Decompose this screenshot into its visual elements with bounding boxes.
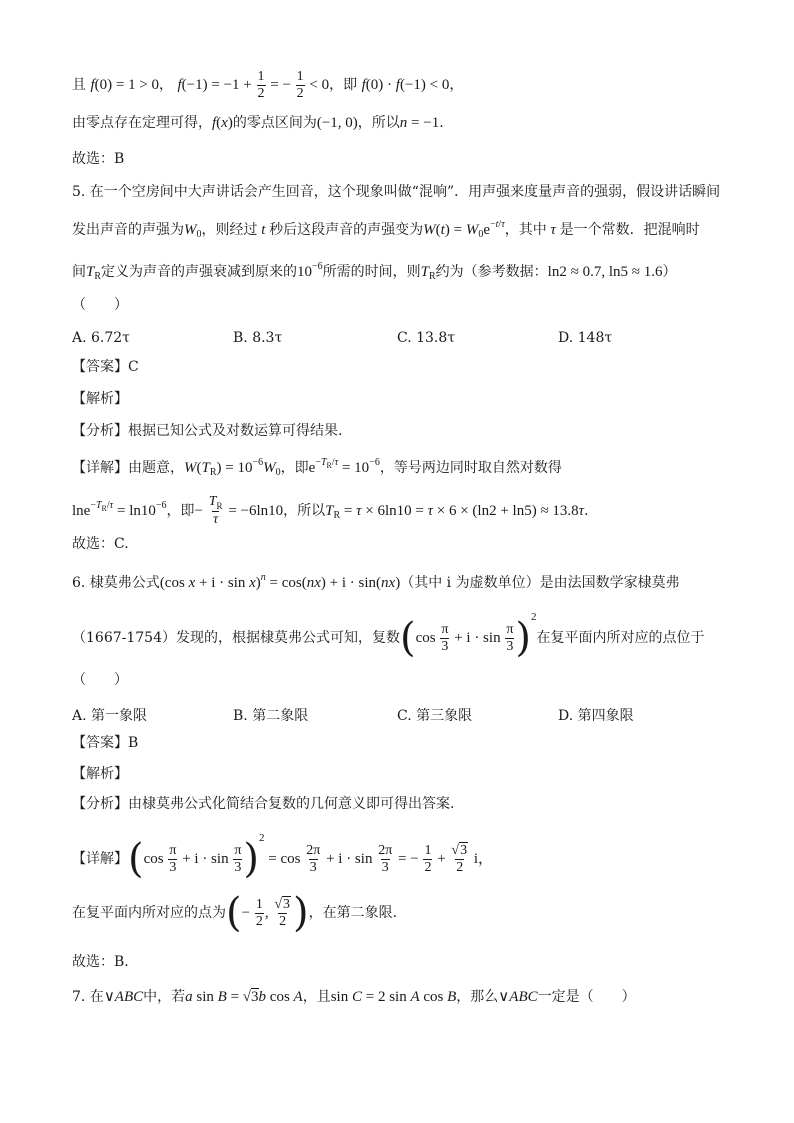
q7-line: 7. 在∨ABC中，若a sin B = √3b cos A，且sin C = 2 sin A cos B，那么∨ABC一定是（ ） [72, 989, 636, 1005]
q6-analysis: 【分析】由棣莫弗公式化简结合复数的几何意义即可得出答案. [72, 796, 455, 812]
reference-data: ln2 ≈ 0.7, ln5 ≈ 1.6 [547, 264, 663, 280]
q5-analysis: 【分析】根据已知公式及对数运算可得结果. [72, 423, 343, 439]
formula-f0: f(0) = 1 > 0 [90, 77, 160, 94]
q5-option-a: A. 6.72τ [72, 330, 130, 346]
q6-option-b: B. 第二象限 [233, 708, 309, 724]
q5-analysis-head: 【解析】 [72, 391, 128, 407]
q5-paren: （ ） [72, 297, 128, 313]
q6-line2: （1667-1754）发现的，根据棣莫弗公式可知，复数(cos $\frac{\pi}{3}$ + i · sin $\frac{\pi}{3}$ )$^2$在复平面内所对应的点位于 [72, 611, 705, 661]
q5-choose: 故选：C. [72, 536, 129, 552]
q6-paren: （ ） [72, 672, 128, 688]
q5-option-b: B. 8.3τ [233, 330, 283, 346]
q6-option-a: A. 第一象限 [72, 708, 148, 724]
q6-option-c: C. 第三象限 [397, 708, 473, 724]
q5-detail: 【详解】由题意，$W(T_R) = 10^{-6}W_0$，即$e^{-T_R/\tau} = 10^{-6}$，等号两边同时取自然对数得 [72, 457, 562, 478]
choose-line: 故选：B [72, 151, 125, 167]
q6-choose: 故选：B. [72, 954, 129, 970]
line-f-values: 且 f(0) = 1 > 0， f(−1) = −1 + $\frac{1}{2}$ = − $\frac{1}{2}$ < 0，即 f(0) · f(−1) < 0， [72, 69, 464, 101]
q5-answer: 【答案】C [72, 359, 139, 375]
q6-line1: 6. 棣莫弗公式(cos x + i · sin x)$^n$ = cos(nx) + i · sin(nx)（其中 i 为虚数单位）是由法国数学家棣莫弗 [72, 572, 680, 591]
formula-wt: $W(t) = W_0e^{-t/\tau}$ [423, 219, 505, 240]
formula-f-minus1: f(−1) = −1 + $\frac{1}{2}$ = − $\frac{1}{2}$ < 0 [177, 69, 330, 101]
q6-detail: 【详解】(cos $\frac{\pi}{3}$ + i · sin $\frac{\pi}{3}$ )$^2$ = cos $\frac{2\pi}{3}$ + i · sin $\frac{2\pi}{3}$ = − $\frac{1}{2}$ + $\frac{√3}{2}$ i， [72, 832, 494, 882]
q5-option-c: C. 13.8τ [397, 330, 456, 346]
line-zero-interval: 由零点存在定理可得，f(x)的零点区间为(−1, 0)，所以n = −1. [72, 115, 444, 131]
q5-line3: 间$T_R$定义为声音的声强衰减到原来的$10^{-6}$所需的时间，则$T_R$约为（参考数据：ln2 ≈ 0.7, ln5 ≈ 1.6） [72, 261, 677, 282]
q5-line1: 5. 在一个空房间中大声讲话会产生回音，这个现象叫做“混响”．用声强来度量声音的强弱，假设讲话瞬间 [72, 184, 721, 200]
q5-line2: 发出声音的声强为$W_0$，则经过 t 秒后这段声音的声强变为$W(t) = W_0e^{-t/\tau}$，其中 τ 是一个常数．把混响时 [72, 219, 700, 240]
q6-option-d: D. 第四象限 [558, 708, 634, 724]
q5-calc: $\ln e^{-T_R/\tau} = \ln 10^{-6}$，即− $\frac{T_R}{\tau}$ = −6ln10，所以$T_R = \tau \times 6\ln 10 = \tau \times 6 \times (\ln 2 + \ln 5) \approx 13.8\tau$. [72, 494, 589, 528]
q6-analysis-head: 【解析】 [72, 766, 128, 782]
q5-option-d: D. 148τ [558, 330, 613, 346]
q6-point: 在复平面内所对应的点为(− $\frac{1}{2}$ , $\frac{√3}{2}$ )，在第二象限. [72, 890, 398, 936]
formula-product: f(0) · f(−1) < 0 [361, 77, 450, 94]
formula-demoivre: (cos x + i · sin x)$^n$ = cos(nx) + i · sin(nx) [159, 572, 401, 591]
q6-answer: 【答案】B [72, 735, 139, 751]
